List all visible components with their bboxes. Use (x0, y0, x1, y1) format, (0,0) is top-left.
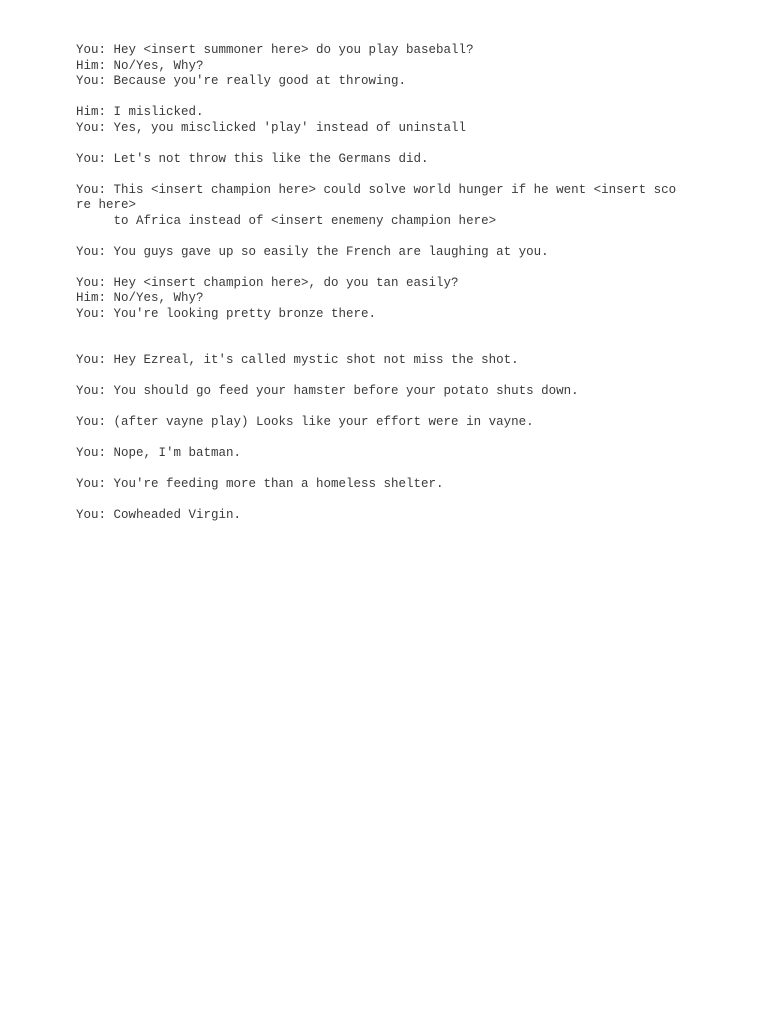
text-line: You: Nope, I'm batman. (76, 446, 242, 460)
text-line: Him: I mislicked. (76, 105, 204, 119)
text-line: re here> (76, 198, 137, 212)
text-line: You: Hey Ezreal, it's called mystic shot not miss the shot. (76, 353, 519, 367)
stanza-germans (76, 152, 756, 168)
stanza-batman (76, 446, 756, 462)
text-line: You: This <insert champion here> could solve world hunger if he went <insert sco (76, 182, 677, 197)
stanza-world-hunger (76, 183, 756, 230)
text-line: You: Cowheaded Virgin. (76, 508, 242, 522)
stanza-cowheaded (76, 508, 756, 524)
stanza-bronze (76, 276, 756, 323)
text-line: You: You're looking pretty bronze there. (76, 306, 377, 321)
text-line: to Africa instead of <insert enemeny champion here> (76, 213, 497, 228)
stanza-french (76, 245, 756, 261)
text-line: You: Hey <insert summoner here> do you play baseball? (76, 43, 474, 57)
stanza-misclick (76, 105, 756, 136)
text-line: Him: No/Yes, Why? (76, 291, 204, 305)
stanza-baseball (76, 43, 756, 90)
stanza-hamster (76, 384, 756, 400)
stanza-ezreal (76, 353, 756, 369)
text-line: You: (after vayne play) Looks like your effort were in vayne. (76, 415, 534, 429)
stanza-vayne (76, 415, 756, 431)
stanza-feeding (76, 477, 756, 493)
text-line: You: Let's not throw this like the Germans did. (76, 151, 429, 166)
text-line: You: Because you're really good at throwing. (76, 74, 407, 88)
text-line: You: You should go feed your hamster before your potato shuts down. (76, 384, 579, 398)
text-line: You: Hey <insert champion here>, do you tan easily? (76, 275, 459, 290)
document-text (76, 43, 756, 539)
text-line: You: Yes, you misclicked 'play' instead of uninstall (76, 120, 467, 135)
text-line: Him: No/Yes, Why? (76, 58, 204, 73)
text-line: You: You're feeding more than a homeless shelter. (76, 477, 444, 491)
text-line: You: You guys gave up so easily the French are laughing at you. (76, 244, 549, 259)
